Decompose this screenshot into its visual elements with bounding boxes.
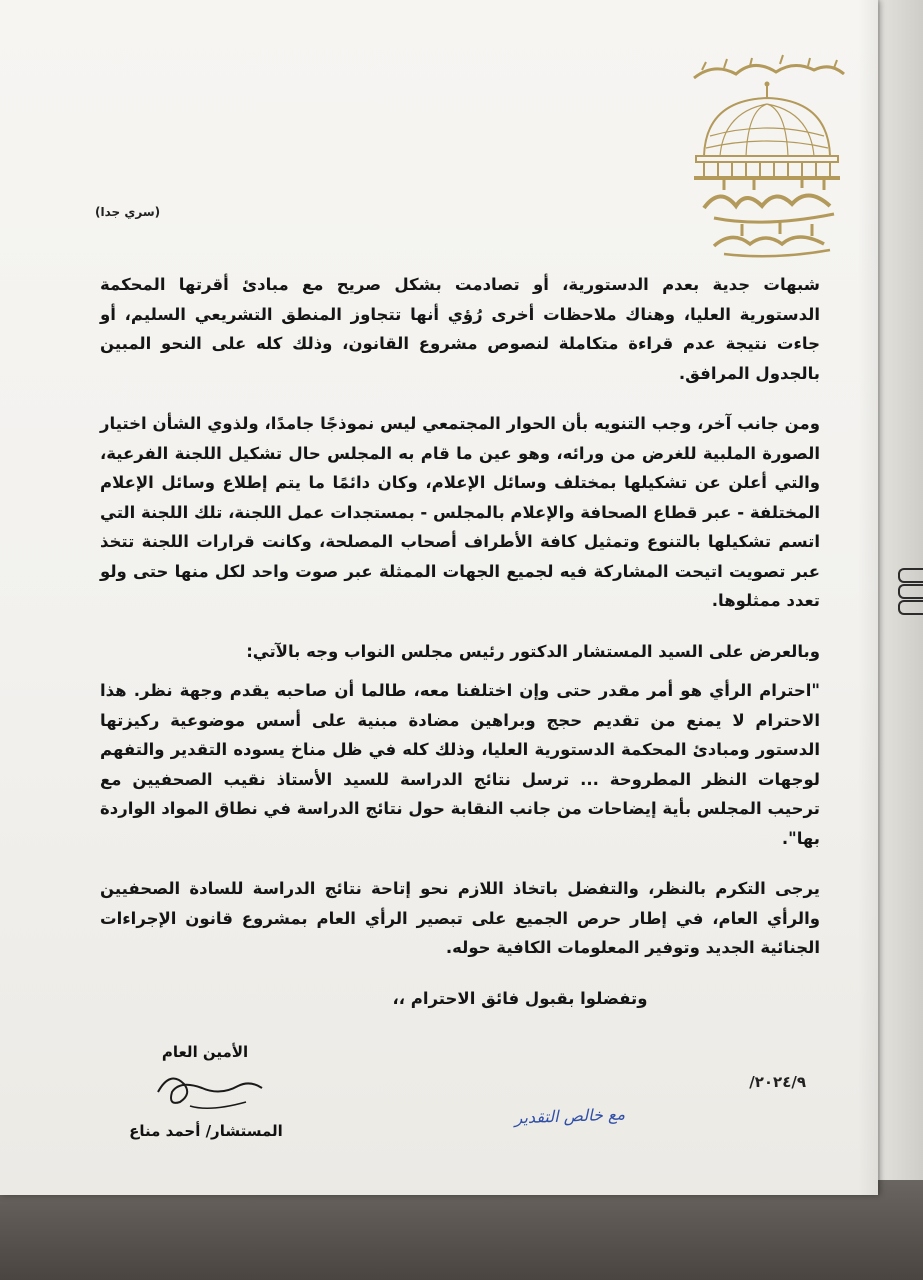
parliament-seal-logo: [684, 40, 850, 260]
paragraph-constitutionality: شبهات جدية بعدم الدستورية، أو تصادمت بشكل صريح مع مبادئ أقرتها المحكمة الدستورية العليا، وهناك ملاحظات أخرى رُؤي أنها تتجاوز المنطق التشريعي السليم، أو جاءت نتيجة عدم قراءة متكاملة لنصوص مشروع القانون، وذلك كله على النحو المبين بالجدول المرافق.: [100, 275, 820, 383]
background-bottom: [0, 1180, 923, 1280]
paragraph-speaker-directive-intro: وبالعرض على السيد المستشار الدكتور رئيس مجلس النواب وجه بالآتي:: [246, 641, 820, 661]
signatory-title: الأمين العام: [161, 1043, 249, 1061]
binder-clip-icon: [898, 584, 923, 599]
paragraph-request: يرجى التكرم بالنظر، والتفضل باتخاذ اللازم نحو إتاحة نتائج الدراسة للسادة الصحفيين والرأي العام، في إطار حرص الجميع على تبصير الرأي العام بمشروع قانون الإجراءات الجنائية الجديد وتوفير المعلومات الكافية حوله.: [100, 879, 820, 957]
handwritten-note: مع خالص التقدير: [514, 1104, 626, 1128]
paragraph-speaker-quote: "احترام الرأي هو أمر مقدر حتى وإن اختلفنا معه، طالما أن صاحبه يقدم وجهة نظر. هذا الاحترام لا يمنع من تقديم حجج وبراهين مضادة مبنية على أسس موضوعية ركيزتها الدستور ومبادئ المحكمة الدستورية العليا، وذلك كله في ظل مناخ يسوده التقدير والتفهم لوجهات النظر المطروحة ... ترسل نتائج الدراسة للسيد الأستاذ نقيب الصحفيين مع ترحيب المجلس بأية إيضاحات من جانب النقابة حول نتائج الدراسة في نطاق المواد الواردة بها".: [100, 681, 820, 848]
binder-clip-icon: [898, 568, 923, 583]
dome-emblem-icon: [684, 40, 850, 260]
binder-clip-icon: [898, 600, 923, 615]
letter-date: ٢٠٢٤/٩/: [749, 1073, 806, 1091]
signatory-name: المستشار/ أحمد مناع: [129, 1122, 283, 1140]
classification-label: (سري جدا): [95, 205, 161, 219]
paragraph-community-dialogue: ومن جانب آخر، وجب التنويه بأن الحوار المجتمعي ليس نموذجًا جامدًا، ولذوي الشأن اختيار الصورة الملبية للغرض من ورائه، وهو عين ما قام به المجلس حال تشكيل اللجنة الفرعية، والتي أعلن عن تشكيلها بمختلف وسائل الإعلام، وكان دائمًا ما يتم إطلاع وسائل الإعلام المختلفة - عبر قطاع الصحافة والإعلام بالمجلس - بمستجدات عمل اللجنة، تلك اللجنة التي اتسم تشكيلها بالتنوع وتمثيل كافة الأطراف أصحاب المصلحة، وكانت قرارات اللجنة تتخذ عبر تصويت اتيحت المشاركة فيه لجميع الجهات الممثلة عبر صوت واحد لكل منها حتى ولو تعدد ممثلوها.: [100, 414, 820, 610]
letter-body: [100, 270, 820, 1013]
closing-salutation: وتفضلوا بقبول فائق الاحترام ،،: [392, 988, 648, 1008]
handwritten-signature: [150, 1062, 270, 1118]
